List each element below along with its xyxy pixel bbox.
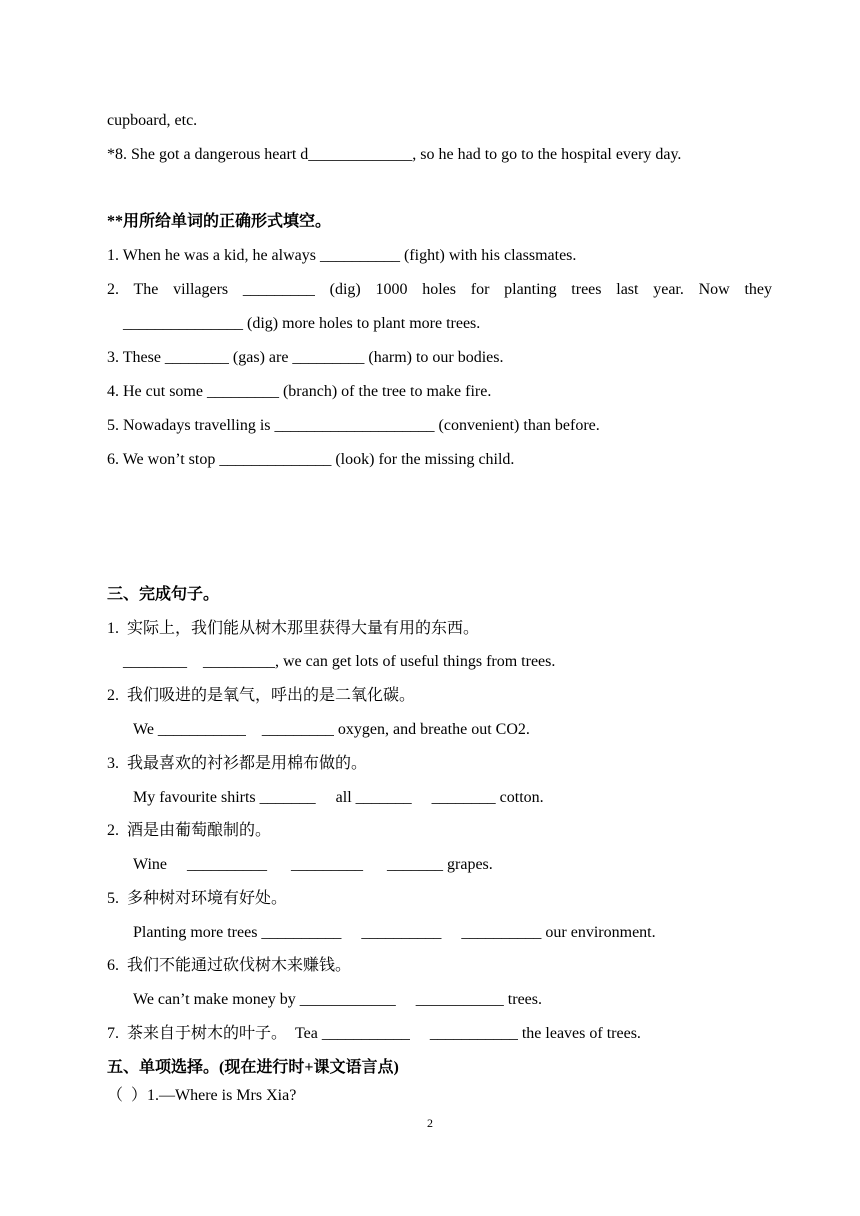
section-heading-multiple-choice: 五、单项选择。(现在进行时+课文语言点) — [107, 1059, 399, 1076]
word-form-item-2-cont: _______________ (dig) more holes to plant more trees. — [123, 315, 481, 332]
sentence-2-answer: We ___________ _________ oxygen, and breathe out CO2. — [133, 721, 530, 738]
sentence-6-prompt: 6. 我们不能通过砍伐树木来赚钱。 — [107, 957, 352, 974]
sentence-6-answer: We can’t make money by ____________ ___________ trees. — [133, 991, 543, 1008]
page-number: 2 — [427, 1116, 433, 1130]
word-form-item-3: 3. These ________ (gas) are _________ (harm) to our bodies. — [107, 349, 504, 366]
sentence-4-prompt: 2. 酒是由葡萄酿制的。 — [107, 822, 272, 839]
question-8-line: *8. She got a dangerous heart d_____________, so he had to go to the hospital every day. — [107, 146, 682, 163]
word-form-item-4: 4. He cut some _________ (branch) of the tree to make fire. — [107, 383, 492, 400]
word-form-item-6: 6. We won’t stop ______________ (look) for the missing child. — [107, 451, 515, 468]
sentence-4-answer: Wine __________ _________ _______ grapes. — [133, 856, 493, 873]
sentence-5-answer: Planting more trees __________ __________ __________ our environment. — [133, 924, 656, 941]
sentence-3-answer: My favourite shirts _______ all _______ ________ cotton. — [133, 789, 544, 806]
sentence-1-prompt: 1. 实际上，我们能从树木那里获得大量有用的东西。 — [107, 620, 480, 637]
sentence-3-prompt: 3. 我最喜欢的衬衫都是用棉布做的。 — [107, 755, 368, 772]
word-form-item-1: 1. When he was a kid, he always __________ (fight) with his classmates. — [107, 247, 577, 264]
word-form-item-5: 5. Nowadays travelling is ____________________ (convenient) than before. — [107, 417, 600, 434]
choice-question-1: （ ）1.—Where is Mrs Xia? — [107, 1087, 297, 1104]
sentence-1-answer: ________ _________, we can get lots of useful things from trees. — [123, 653, 556, 670]
text-line: cupboard, etc. — [107, 112, 198, 129]
sentence-2-prompt: 2. 我们吸进的是氧气，呼出的是二氧化碳。 — [107, 687, 416, 704]
sentence-7: 7. 茶来自于树木的叶子。 Tea ___________ ___________ the leaves of trees. — [107, 1025, 641, 1042]
word-form-item-2: 2. The villagers _________ (dig) 1000 holes for planting trees last year. Now they — [107, 281, 772, 298]
section-heading-complete-sentences: 三、完成句子。 — [107, 586, 220, 603]
sentence-5-prompt: 5. 多种树对环境有好处。 — [107, 890, 288, 907]
section-heading-word-forms: **用所给单词的正确形式填空。 — [107, 213, 332, 230]
